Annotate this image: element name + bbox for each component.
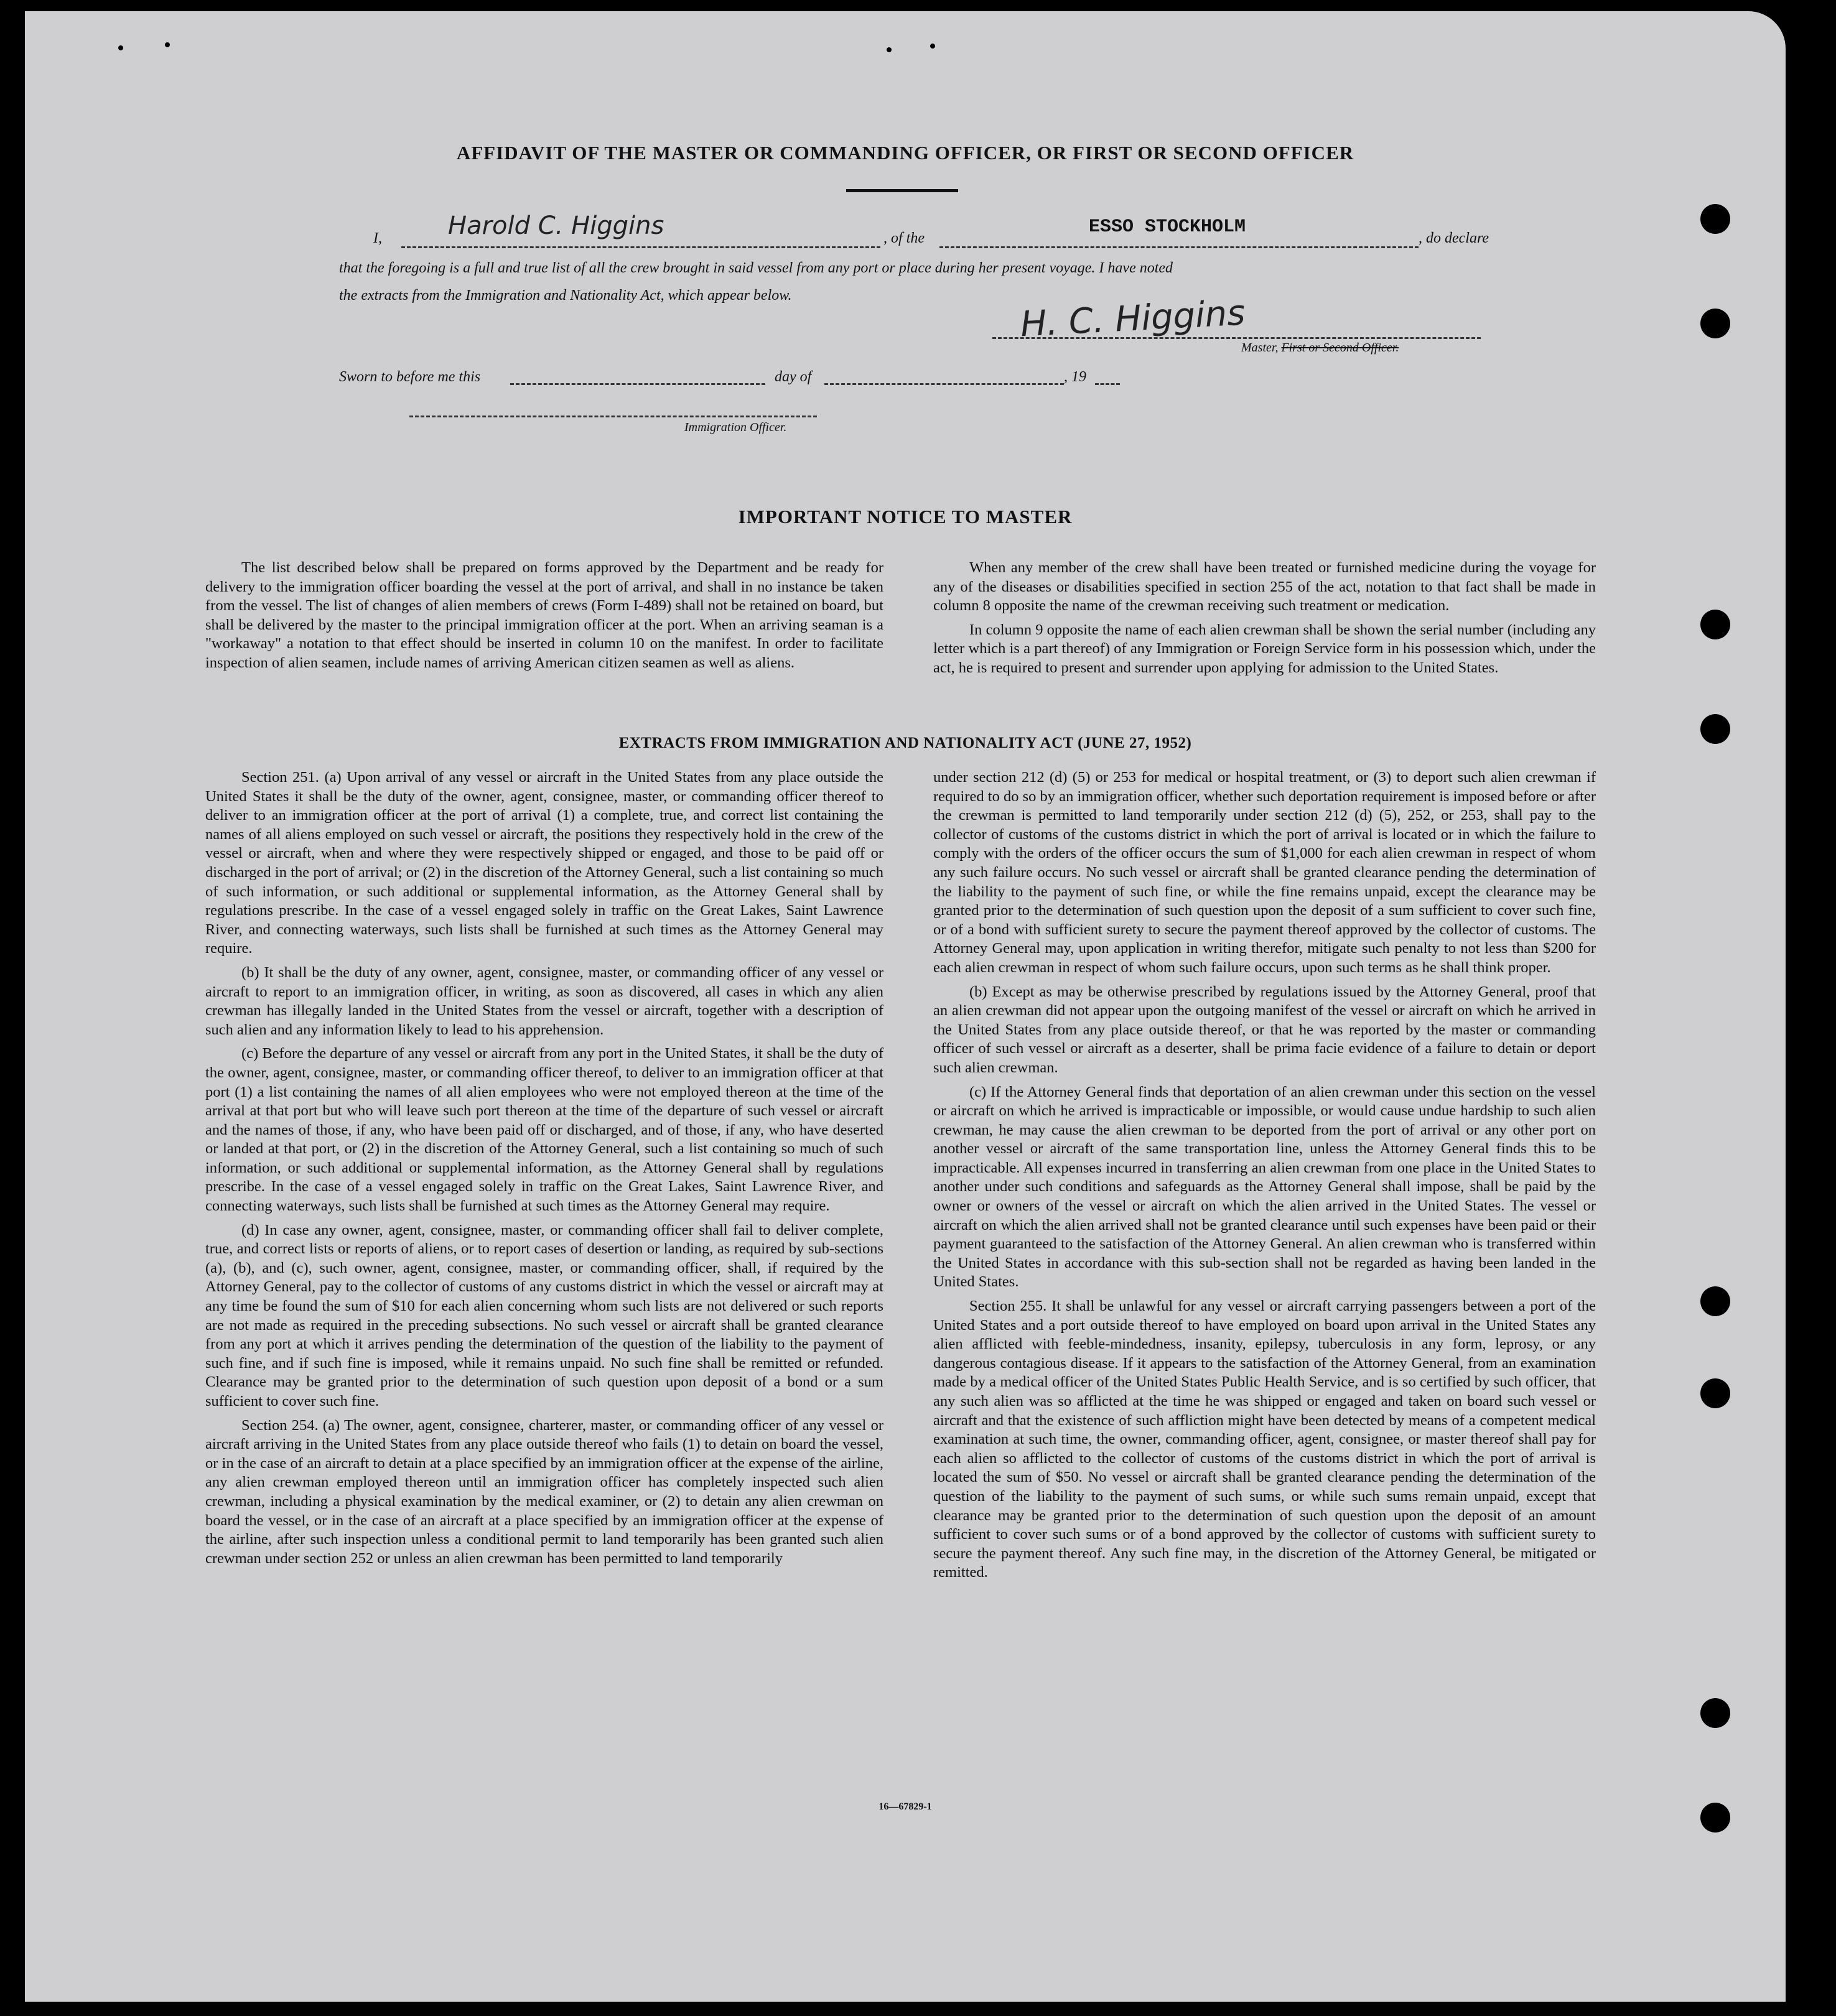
scan-speck: [118, 45, 123, 50]
punch-hole: [1700, 610, 1730, 639]
extracts-title: EXTRACTS FROM IMMIGRATION AND NATIONALITY ACT (JUNE 27, 1952): [618, 735, 1192, 751]
declaration-line-2: the extracts from the Immigration and Nationality Act, which appear below.: [339, 287, 792, 304]
notice-paragraph: In column 9 opposite the name of each alien crewman shall be shown the serial number (including any letter which is a part thereof) of any Immigration or Foreign Service form in his possession which, under the act, he is required to present and surrender upon applying for admission to the United States.: [933, 621, 1596, 676]
extract-paragraph: (d) In case any owner, agent, consignee, master, or commanding officer shall fail to deliver complete, true, and correct lists or reports of aliens, or to report cases of desertion or landing, as required by sub-sections (a), (b), and (c), such owner, agent, consignee, master, or commanding officer, shall, if required by the Attorney General, pay to the collector of customs of any customs district in which the vessel or aircraft may at any time be found the sum of $10 for each alien concerning whom such lists are not delivered or such reports are not made as required in the preceding subsections. No such vessel or aircraft shall be granted clearance from any port at which it arrives pending the determination of the question of the liability to the payment of such fine, and if such fine is imposed, while it remains unpaid. No such fine shall be remitted or refunded. Clearance may be granted prior to the determination of such question upon deposit of a bond or a sum sufficient to cover such fine.: [205, 1221, 883, 1410]
notice-left-column: [205, 559, 883, 678]
form-number: 16—67829-1: [878, 1801, 932, 1812]
scan-speck: [165, 42, 170, 47]
vessel-name: ESSO STOCKHOLM: [1089, 216, 1246, 238]
extracts-right-column: [933, 768, 1596, 1587]
title-rule: [846, 189, 958, 192]
punch-hole: [1700, 204, 1730, 234]
extract-paragraph: (b) It shall be the duty of any owner, agent, consignee, master, or commanding officer of any vessel or aircraft to report to an immigration officer, in writing, as soon as discovered, all cases in which any alien crewman has illegally landed in the United States from the vessel or aircraft, together with a description of such alien and any information likely to lead to his apprehension.: [205, 964, 883, 1038]
signature-caption: [1241, 341, 1399, 355]
punch-hole: [1700, 1378, 1730, 1408]
signature-line: [992, 337, 1481, 339]
sworn-year-line: [1095, 383, 1120, 385]
name-line: [401, 246, 880, 248]
immigration-officer-label: Immigration Officer.: [684, 420, 787, 434]
declaration-line-1: that the foregoing is a full and true list of all the crew brought in said vessel from any port or place during her present voyage. I have noted: [339, 260, 1173, 276]
master-signature: H. C. Higgins: [1019, 292, 1246, 345]
extract-paragraph: (c) If the Attorney General finds that deportation of an alien crewman under this section on the vessel or aircraft on which he arrived is impracticable or impossible, or would cause undue hardship to such alien crewman, he may cause the alien crewman to be deported from the port of arrival or any other port on another vessel or aircraft of the same transportation line, unless the Attorney General finds this to be impracticable. All expenses incurred in transferring an alien crewman from one place in the United States to another under such conditions and safeguards as the Attorney General shall impose, shall be paid by the owner or owners of the vessel or aircraft on which the alien arrived in the United States. The vessel or aircraft on which the alien arrived shall not be granted clearance until such expenses have been paid or their payment guaranteed to the satisfaction of the Attorney General. An alien crewman who is transferred within the United States in accordance with this sub-section shall not be regarded as having been landed in the United States.: [933, 1083, 1596, 1291]
scan-speck: [887, 47, 892, 52]
of-the-label: , of the: [883, 230, 925, 246]
punch-hole: [1700, 1698, 1730, 1728]
extract-paragraph: under section 212 (d) (5) or 253 for medical or hospital treatment, or (3) to deport such alien crewman if required to do so by an immigration officer, whether such deportation requirement is imposed before or after the crewman is permitted to land temporarily under section 212 (d) (5), 252, or 253, shall pay to the collector of customs of the customs district in which the port of arrival is located or in which the failure to comply with the orders of the officer occurs the sum of $1,000 for each alien crewman in respect of whom any such failure occurs. No such vessel or aircraft shall be granted clearance pending the determination of the liability to the payment of such fine, or while the fine remains unpaid, except the clearance may be granted prior to the determination of such question upon the deposit of a sum sufficient to cover such fine, or of a bond with sufficient surety to secure the payment thereof approved by the collector of customs. The Attorney General may, upon application in writing therefor, mitigate such penalty to not less than $200 for each alien crewman in respect of whom such failure occurs, upon such terms as he shall think proper.: [933, 769, 1596, 976]
notice-title: IMPORTANT NOTICE TO MASTER: [738, 506, 1073, 527]
affidavit-title: AFFIDAVIT OF THE MASTER OR COMMANDING OFFICER, OR FIRST OR SECOND OFFICER: [456, 142, 1354, 164]
notice-paragraph: When any member of the crew shall have been treated or furnished medicine during the voyage for any of the diseases or disabilities specified in section 255 of the act, notation to that fact shall be made in column 8 opposite the name of the crewman receiving such treatment or medication.: [933, 559, 1596, 615]
punch-hole: [1700, 309, 1730, 338]
caption-master: Master,: [1241, 341, 1279, 355]
punch-hole: [1700, 1286, 1730, 1316]
extracts-left-column: [205, 768, 883, 1573]
notice-paragraph: The list described below shall be prepared on forms approved by the Department and be ready for delivery to the immigration officer boarding the vessel at the port of arrival, and shall in no instance be taken from the vessel. The list of changes of alien members of crews (Form I-489) shall not be retained on board, but shall be delivered by the master to the principal immigration officer at the port. When an arriving seaman is a "workaway" a notation to that effect should be inserted in column 10 on the manifest. In order to facilitate inspection of alien seamen, include names of arriving American citizen seamen as well as aliens.: [205, 559, 883, 671]
extract-paragraph: (b) Except as may be otherwise prescribed by regulations issued by the Attorney General, proof that an alien crewman did not appear upon the outgoing manifest of the vessel or aircraft on which he arrived in the United States from any place outside thereof, or that he was reported by the master or commanding officer of such vessel or aircraft as a deserter, shall be prima facie evidence of a failure to detain or deport such alien crewman.: [933, 983, 1596, 1076]
scan-speck: [930, 44, 935, 49]
i-label: I,: [373, 230, 382, 246]
do-declare-label: , do declare: [1419, 230, 1489, 246]
extract-paragraph: Section 251. (a) Upon arrival of any vessel or aircraft in the United States from any place outside the United States it shall be the duty of the owner, agent, consignee, master, or commanding officer thereof to deliver to an immigration officer at the port of arrival (1) a complete, true, and correct list containing the names of all aliens employed on such vessel or aircraft, the positions they respectively hold in the crew of the vessel or aircraft, when and where they were respectively shipped or engaged, and those to be paid off or discharged in the port of arrival; or (2) in the discretion of the Attorney General, such a list containing so much of such information, or such additional or supplemental information, as the Attorney General shall by regulations prescribe. In the case of a vessel engaged solely in traffic on the Great Lakes, Saint Lawrence River, and connecting waterways, such lists shall be furnished at such times as the Attorney General may require.: [205, 769, 883, 957]
extract-paragraph: (c) Before the departure of any vessel or aircraft from any port in the United States, it shall be the duty of the owner, agent, consignee, master, or commanding officer thereof, to deliver to an immigration officer at that port (1) a list containing the names of all alien employees who were not employed thereon at the time of the arrival at that port but who will leave such port thereon at the time of the departure of such vessel or aircraft and the names of those, if any, who have been paid off or discharged, and of those, if any, who have deserted or landed at that port, or (2) in the discretion of the Attorney General, such a list containing so much of such information, or such additional or supplemental information, as the Attorney General shall by regulations prescribe. In the case of a vessel engaged solely in traffic on the Great Lakes, Saint Lawrence River, and connecting waterways, such lists shall be furnished at such times as the Attorney General may require.: [205, 1045, 883, 1215]
document-page: [25, 11, 1786, 2002]
sworn-label: Sworn to before me this: [339, 369, 481, 385]
immigration-officer-line: [409, 416, 817, 417]
notice-right-column: [933, 559, 1596, 683]
day-of-label: day of: [775, 369, 812, 385]
year-label: , 19: [1064, 369, 1086, 385]
caption-struck-officer: First or Second Officer.: [1281, 341, 1399, 355]
extract-paragraph: Section 254. (a) The owner, agent, consignee, charterer, master, or commanding officer of any vessel or aircraft arriving in the United States from any place outside thereof who fails (1) to detain on board the vessel, or in the case of an aircraft to detain at a place specified by an immigration officer at the expense of the airline, any alien crewman employed thereon until an immigration officer has completely inspected such alien crewman, including a physical examination by the medical examiner, or (2) to detain any alien crewman on board the vessel, or in the case of an aircraft at a place specified by an immigration officer at the expense of the airline, after such inspection unless a conditional permit to land temporarily has been granted such alien crewman under section 252 or unless an alien crewman has been permitted to land temporarily: [205, 1416, 883, 1567]
sworn-day-line: [510, 383, 765, 385]
sworn-month-line: [824, 383, 1064, 385]
extract-paragraph: Section 255. It shall be unlawful for any vessel or aircraft carrying passengers between a port of the United States and a port outside thereof to have employed on board upon arrival in the United States any alien afflicted with feeble-mindedness, insanity, epilepsy, tuberculosis in any form, leprosy, or any dangerous contagious disease. If it appears to the satisfaction of the Attorney General, from an examination made by a medical officer of the United States Public Health Service, and is so certified by such officer, that any such alien was so afflicted at the time he was shipped or engaged and taken on board such vessel or aircraft and that the existence of such affliction might have been detected by means of a competent medical examination at such time, the owner, commanding officer, agent, consignee, or master thereof shall pay for each alien so afflicted to the collector of customs of the customs district in which the port of arrival is located the sum of $50. No vessel or aircraft shall be granted clearance pending the determination of the question of the liability to the payment of such sums, or while such sums remain unpaid, except that clearance may be granted prior to the determination of such question upon the deposit of an amount sufficient to cover such sums or of a bond approved by the collector of customs with sufficient surety to secure the payment thereof. Any such fine may, in the discretion of the Attorney General, be mitigated or remitted.: [933, 1298, 1596, 1581]
handwritten-name: Harold C. Higgins: [448, 211, 664, 240]
vessel-line: [939, 246, 1419, 248]
